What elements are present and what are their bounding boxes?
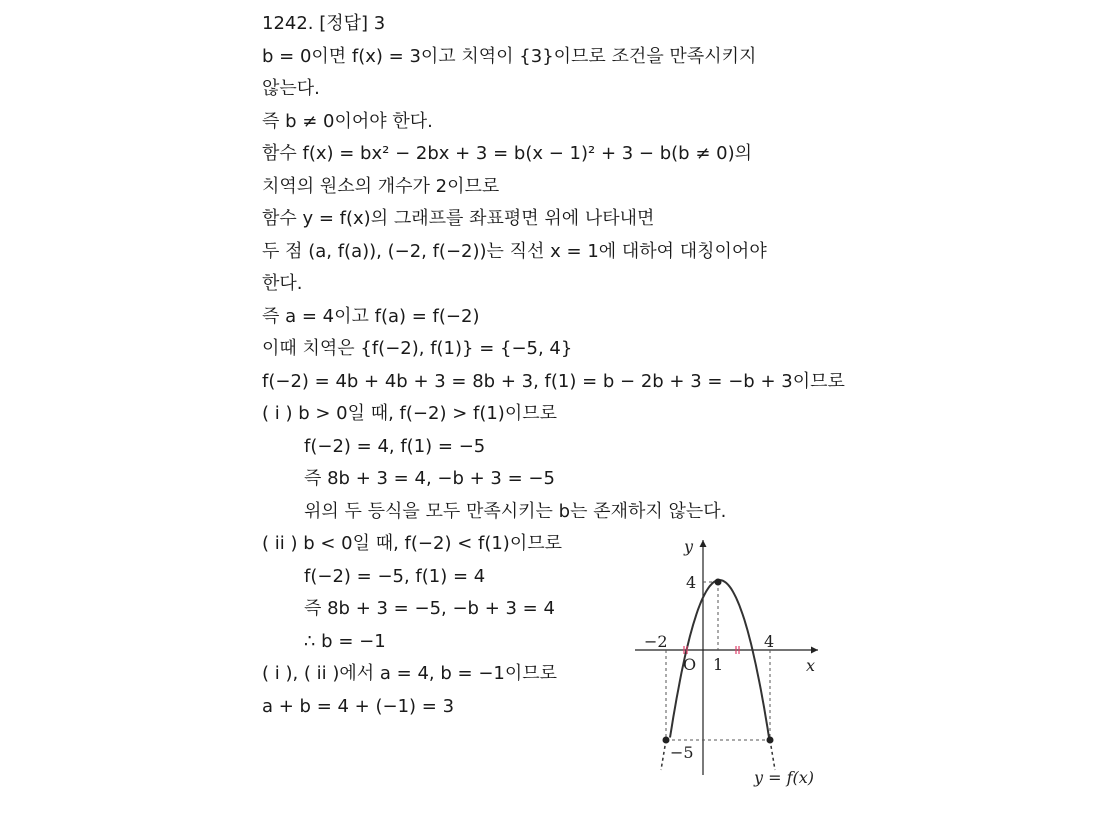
solution-line: b = 0이면 f(x) = 3이고 치역이 {3}이므로 조건을 만족시키지 <box>262 45 757 67</box>
solution-line: 위의 두 등식을 모두 만족시키는 b는 존재하지 않는다. <box>304 500 727 522</box>
answer-header: 1242. [정답] 3 <box>262 13 386 34</box>
tick-label-y-minus5: −5 <box>670 743 694 762</box>
solution-line: 즉 8b + 3 = 4, −b + 3 = −5 <box>304 468 555 489</box>
y-axis-label: y <box>684 537 694 556</box>
left-endpoint <box>663 737 670 744</box>
curve-extension-left <box>661 740 666 770</box>
solution-line: a + b = 4 + (−1) = 3 <box>262 695 455 717</box>
solution-line: ∴ b = −1 <box>304 630 386 652</box>
solution-line: 한다. <box>262 273 303 294</box>
tick-label-four: 4 <box>764 632 775 651</box>
x-axis-label: x <box>806 656 816 675</box>
tick-label-y-four: 4 <box>686 573 697 592</box>
curve-extension-right <box>770 740 775 770</box>
solution-line: 함수 y = f(x)의 그래프를 좌표평면 위에 나타내면 <box>262 208 655 229</box>
solution-line: ( ii ) b < 0일 때, f(−2) < f(1)이므로 <box>262 533 562 554</box>
solution-line: f(−2) = 4b + 4b + 3 = 8b + 3, f(1) = b − 2b + 3 = −b + 3이므로 <box>262 370 845 392</box>
solution-line: 이때 치역은 {f(−2), f(1)} = {−5, 4} <box>262 338 573 359</box>
parabola-figure <box>630 530 835 795</box>
solution-line: f(−2) = −5, f(1) = 4 <box>304 565 486 587</box>
solution-line: 않는다. <box>262 78 320 99</box>
solution-line: 두 점 (a, f(a)), (−2, f(−2))는 직선 x = 1에 대하여 대칭이어야 <box>262 240 767 262</box>
solution-line: ( i ), ( ii )에서 a = 4, b = −1이므로 <box>262 663 558 684</box>
solution-line: 치역의 원소의 개수가 2이므로 <box>262 175 500 197</box>
solution-line: f(−2) = 4, f(1) = −5 <box>304 435 486 457</box>
tick-label-minus2: −2 <box>644 632 668 651</box>
solution-line: 즉 8b + 3 = −5, −b + 3 = 4 <box>304 598 555 619</box>
origin-label: O <box>683 655 697 674</box>
parabola-graph <box>630 530 835 795</box>
tick-label-one: 1 <box>713 655 724 674</box>
vertex-point <box>715 579 722 586</box>
solution-line: 즉 a = 4이고 f(a) = f(−2) <box>262 305 480 327</box>
solution-line: ( i ) b > 0일 때, f(−2) > f(1)이므로 <box>262 403 557 424</box>
curve-label: y = f(x) <box>754 768 815 787</box>
solution-line: 즉 b ≠ 0이어야 한다. <box>262 110 433 132</box>
solution-line: 함수 f(x) = bx² − 2bx + 3 = b(x − 1)² + 3 − b(b ≠ 0)의 <box>262 143 752 164</box>
right-endpoint <box>767 737 774 744</box>
